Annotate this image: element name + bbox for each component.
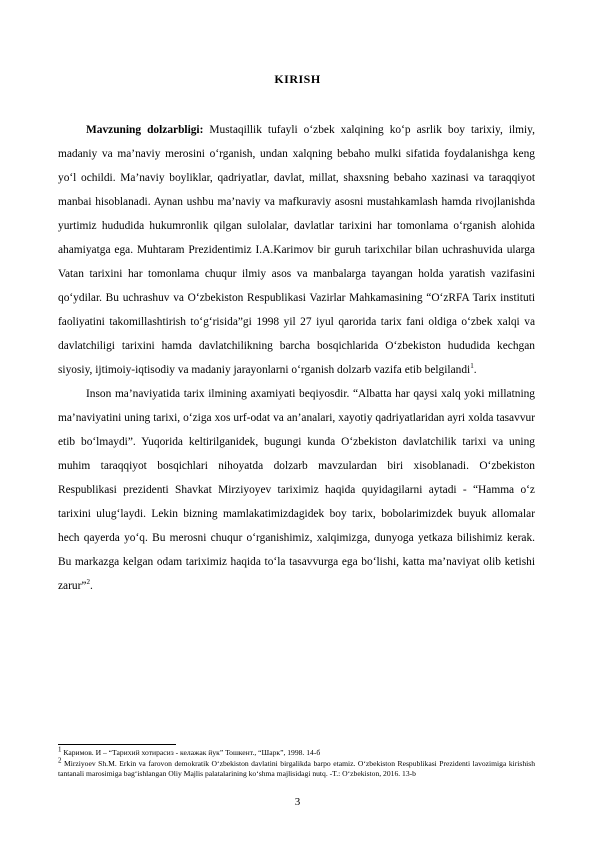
paragraph-end: .	[473, 364, 477, 376]
footnote-number: 1	[58, 745, 62, 754]
paragraph-history	[58, 382, 535, 598]
footnote-divider	[58, 744, 176, 745]
paragraph-text: Inson ma’naviyatida tarix ilmining axamiyati beqiyosdir. “Albatta har qaysi xalq yoki millatning ma’naviyatini uning tarixi, o‘ziga xos urf-odat va an’analari, xayotiy qadriyatlaridan ayri xolda tasavvur etib bo‘lmaydi”. Yuqorida keltirilganidek, bugungi kunda O‘zbekiston davlatchilik tarixi va uning muhim taraqqiyot bosqichlari nihoyatda dolzarb mavzulardan biri xisoblanadi. O‘zbekiston Respublikasi prezidenti Shavkat Mirziyoyev tariximiz haqida quyidagilarni aytadi - “Hamma o‘z tarixini ulug‘laydi. Lekin bizning mamlakatimizdagidek boy tarix, bobolarimizdek buyuk allomalar hech qayerda yo‘q. Bu merosni chuqur o‘rganishimiz, xalqimizga, dunyoga yetkaza bilishimiz kerak. Bu markazga kelgan odam tariximiz haqida to‘la tasavvurga ega bo‘lishi, katta ma’naviyat olib ketishi zarur”	[58, 388, 535, 592]
main-text	[58, 118, 535, 598]
footnote-number: 2	[58, 755, 62, 764]
footnote-ref[interactable]: 2	[86, 578, 90, 587]
paragraph-end: .	[89, 580, 93, 592]
footnote-item	[58, 755, 535, 780]
page-number: 3	[294, 796, 301, 808]
footnotes	[58, 745, 535, 780]
paragraph-text: Mustaqillik tufayli o‘zbek xalqining ko‘p asrlik boy tarixiy, ilmiy, madaniy va ma’naviy merosini o‘rganish, undan xalqning bebaho mulki sifatida foydalanishga keng yo‘l ochildi. Ma’naviy boyliklar, qadriyatlar, davlat, millat, shaxsning bebaho xazinasi va taraqqiyot manbai hisoblanadi. Aynan ushbu ma’naviy va mafkuraviy asosni mustahkamlash hamda rivojlanishda yurtimiz hududida hukumronlik qilgan sulolalar, davlatlar tarixini har tomonlama o‘rganish alohida ahamiyatga ega. Muhtaram Prezidentimiz I.A.Karimov bir guruh tarixchilar bilan uchrashuvida ularga Vatan tarixini har tomonlama chuqur ilmiy asos va manbalarga tayangan holda yaratish vazifasini qo‘ydilar. Bu uchrashuv va O‘zbekiston Respublikasi Vazirlar Mahkamasining “O‘zRFA Tarix instituti faoliyatini takomillashtirish to‘g‘risida”gi 1998 yil 27 iyul qarorida tarix fani oldiga o‘zbek xalqi va davlatchiligi tarixini hamda davlatchilikning barcha bosqichlarida O‘zbekiston hududida kechgan siyosiy, ijtimoiy-iqtisodiy va madaniy jarayonlarni o‘rganish dolzarb vazifa etib belgilandi	[58, 124, 535, 376]
lead-heading: Mavzuning dolzarbligi:	[86, 124, 204, 136]
footnote-ref[interactable]: 1	[470, 362, 474, 371]
footnote-text: Каримов. И – “Тарихий хотирасиз - келажак йук” Тошкент., “Шарк”, 1998. 14-б	[61, 748, 321, 757]
footnote-text: Mirziyoev Sh.M. Erkin va farovon demokratik O‘zbekiston davlatini birgalikda barpo etamiz. O‘zbekiston Respublikasi Prezidenti lavozimiga kirishish tantanali marosimiga bag‘ishlangan Oliy Majlis palatalarining ko‘shma majlisidagi nutq. -T.: O‘zbekiston, 2016. 13-b	[58, 758, 535, 778]
paragraph-relevance	[58, 118, 535, 382]
footnote-item	[58, 745, 535, 759]
page-title: KIRISH	[274, 72, 321, 86]
